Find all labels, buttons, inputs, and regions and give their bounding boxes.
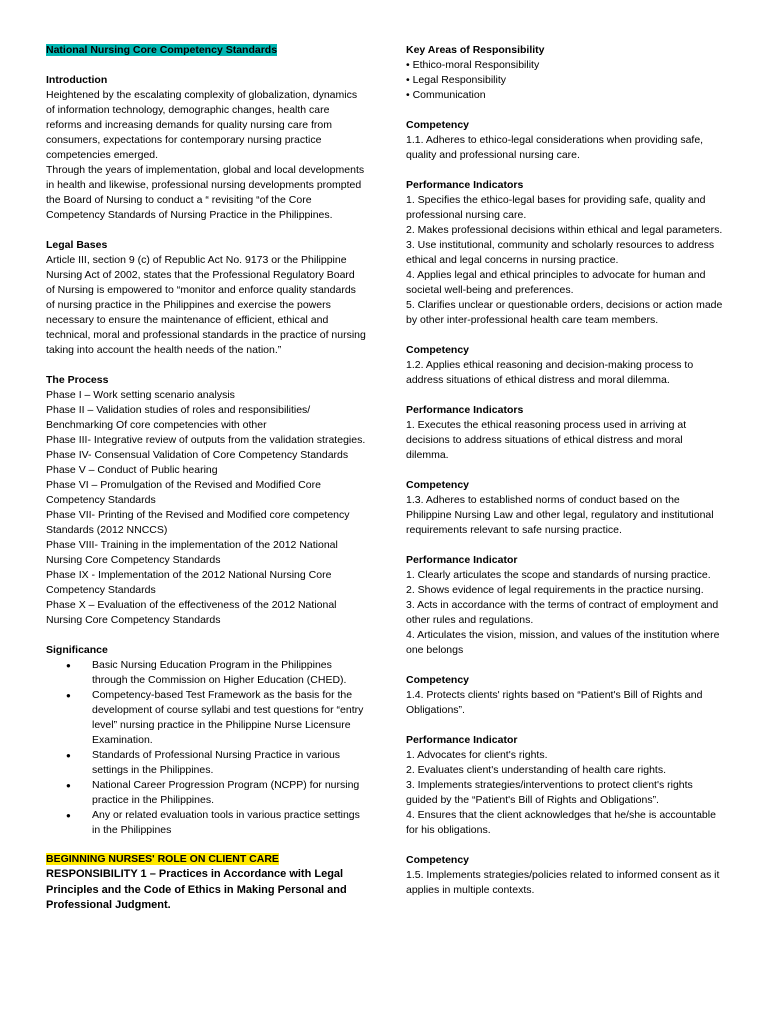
introduction-para-1: Heightened by the escalating complexity of globalization, dynamics of information technology, demographic changes, health care reforms and increasing demands for quality nursing care from consumers, expectations for contemporary nursing practice competencies emerged.: [46, 89, 358, 161]
competency-heading: Competency: [406, 479, 470, 491]
beginning-role-heading: BEGINNING NURSES' ROLE ON CLIENT CARE: [46, 853, 279, 865]
doc-title: National Nursing Core Competency Standards: [46, 44, 278, 56]
performance-indicator-item: 3. Implements strategies/interventions to protect client's rights guided by the “Patient's Bill of Rights and Obligations”.: [406, 779, 693, 806]
key-area-item: • Communication: [406, 88, 726, 103]
process-phase: Phase VII- Printing of the Revised and Modified core competency Standards (2012 NNCCS): [46, 509, 350, 536]
performance-indicator-item: 4. Ensures that the client acknowledges that he/she is accountable for his obligations.: [406, 809, 716, 836]
performance-indicator-item: 4. Applies legal and ethical principles to advocate for human and societal well-being and preferences.: [406, 269, 706, 296]
process-phase: Phase I – Work setting scenario analysis: [46, 389, 235, 401]
performance-indicator-list: [406, 748, 726, 838]
performance-indicator-list: [406, 193, 726, 328]
significance-item: ● Standards of Professional Nursing Practice in various settings in the Philippines.: [46, 748, 366, 778]
process-phase: Phase VIII- Training in the implementation of the 2012 National Nursing Core Competency Standards: [46, 539, 338, 566]
significance-list: [46, 658, 366, 838]
performance-indicator-item: 1. Clearly articulates the scope and standards of nursing practice.: [406, 569, 711, 581]
performance-indicator-item: 3. Use institutional, community and scholarly resources to address ethical and legal concerns in nursing practice.: [406, 239, 715, 266]
performance-indicator-item: 1. Executes the ethical reasoning process used in arriving at decisions to address situations of ethical distress and moral dilemma.: [406, 419, 687, 461]
doc-title-line: [46, 43, 366, 58]
performance-indicators-heading: Performance Indicators: [406, 179, 524, 191]
performance-indicator-heading: Performance Indicator: [406, 554, 518, 566]
competency-text: [406, 493, 726, 538]
performance-indicator-list: [406, 568, 726, 658]
competency-heading: Competency: [406, 674, 470, 686]
process-phase-list: [46, 388, 366, 628]
competency-line: 1.3. Adheres to established norms of conduct based on the Philippine Nursing Law and other legal, regulatory and institutional requirements relevant to safe nursing practice.: [406, 494, 714, 536]
key-areas-list: [406, 58, 726, 103]
performance-indicator-list: [406, 418, 726, 463]
process-phase: Phase III- Integrative review of outputs from the validation strategies.: [46, 434, 366, 446]
performance-indicator-item: 2. Evaluates client's understanding of health care rights.: [406, 764, 666, 776]
introduction-heading: Introduction: [46, 74, 108, 86]
competency-text: [406, 358, 726, 388]
key-area-item: • Ethico-moral Responsibility: [406, 58, 726, 73]
significance-heading: Significance: [46, 644, 108, 656]
significance-item: ● Competency-based Test Framework as the basis for the development of course syllabi and test questions for “entry level” nursing practice in the Philippine Nurse Licensure Examination.: [46, 688, 366, 748]
key-area-item: • Legal Responsibility: [406, 73, 726, 88]
competency-heading: Competency: [406, 344, 470, 356]
process-phase: Phase II – Validation studies of roles and responsibilities/ Benchmarking Of core competencies with other: [46, 404, 311, 431]
competency-line: 1.5. Implements strategies/policies related to informed consent as it applies in multiple contexts.: [406, 869, 720, 896]
process-phase: Phase VI – Promulgation of the Revised and Modified Core Competency Standards: [46, 479, 321, 506]
beginning-role-line: [46, 852, 366, 867]
legal-bases-heading: Legal Bases: [46, 239, 108, 251]
introduction-para-2: Through the years of implementation, global and local developments in health and likewise, professional nursing developments prompted the Board of Nursing to conduct a “ revisiting “of the Core Competency Standards of Nursing Practice in the Philippines.: [46, 164, 365, 221]
process-phase: Phase IX - Implementation of the 2012 National Nursing Core Competency Standards: [46, 569, 332, 596]
significance-item: ● Any or related evaluation tools in various practice settings in the Philippines: [46, 808, 366, 838]
process-phase: Phase X – Evaluation of the effectiveness of the 2012 National Nursing Core Competency Standards: [46, 599, 337, 626]
competency-line: 1.4. Protects clients' rights based on “Patient's Bill of Rights and Obligations”.: [406, 689, 703, 716]
process-phase: Phase V – Conduct of Public hearing: [46, 464, 218, 476]
performance-indicator-heading: Performance Indicator: [406, 734, 518, 746]
process-heading: The Process: [46, 374, 109, 386]
competency-heading: Competency: [406, 119, 470, 131]
performance-indicators-heading: Performance Indicators: [406, 404, 524, 416]
performance-indicator-item: 4. Articulates the vision, mission, and values of the institution where one belongs: [406, 629, 720, 656]
responsibility-heading: RESPONSIBILITY 1 – Practices in Accordance with Legal Principles and the Code of Ethics in Making Personal and Professional Judgment.: [46, 868, 347, 911]
performance-indicator-item: 5. Clarifies unclear or questionable orders, decisions or action made by other inter-professional health care team members.: [406, 299, 723, 326]
competency-text: [406, 688, 726, 718]
performance-indicator-item: 2. Shows evidence of legal requirements in the practice nursing.: [406, 584, 704, 596]
left-column: [46, 43, 366, 914]
legal-bases-text: Article III, section 9 (c) of Republic Act No. 9173 or the Philippine Nursing Act of 2002, states that the Professional Regulatory Board of Nursing is empowered to “monitor and enforce quality standards of nursing practice in the Philippines and exercise the powers necessary to ensure the maintenance of efficient, ethical and technical, moral and professional standards in the practice of nursing taking into account the health needs of the nation.”: [46, 254, 366, 356]
key-areas-heading: Key Areas of Responsibility: [406, 44, 545, 56]
competency-text: [406, 133, 726, 163]
performance-indicator-item: 3. Acts in accordance with the terms of contract of employment and other rules and regulations.: [406, 599, 719, 626]
competency-line: 1.1. Adheres to ethico-legal considerations when providing safe, quality and professional nursing care.: [406, 134, 704, 161]
significance-item: ● National Career Progression Program (NCPP) for nursing practice in the Philippines.: [46, 778, 366, 808]
competency-text: [406, 868, 726, 898]
competency-heading: Competency: [406, 854, 470, 866]
performance-indicator-item: 1. Specifies the ethico-legal bases for providing safe, quality and professional nursing care.: [406, 194, 706, 221]
right-column: [406, 43, 726, 898]
performance-indicator-item: 2. Makes professional decisions within ethical and legal parameters.: [406, 224, 723, 236]
performance-indicator-item: 1. Advocates for client's rights.: [406, 749, 548, 761]
significance-item: ● Basic Nursing Education Program in the Philippines through the Commission on Higher Education (CHED).: [46, 658, 366, 688]
competency-line: 1.2. Applies ethical reasoning and decision-making process to address situations of ethical distress and moral dilemma.: [406, 359, 694, 386]
process-phase: Phase IV- Consensual Validation of Core Competency Standards: [46, 449, 349, 461]
